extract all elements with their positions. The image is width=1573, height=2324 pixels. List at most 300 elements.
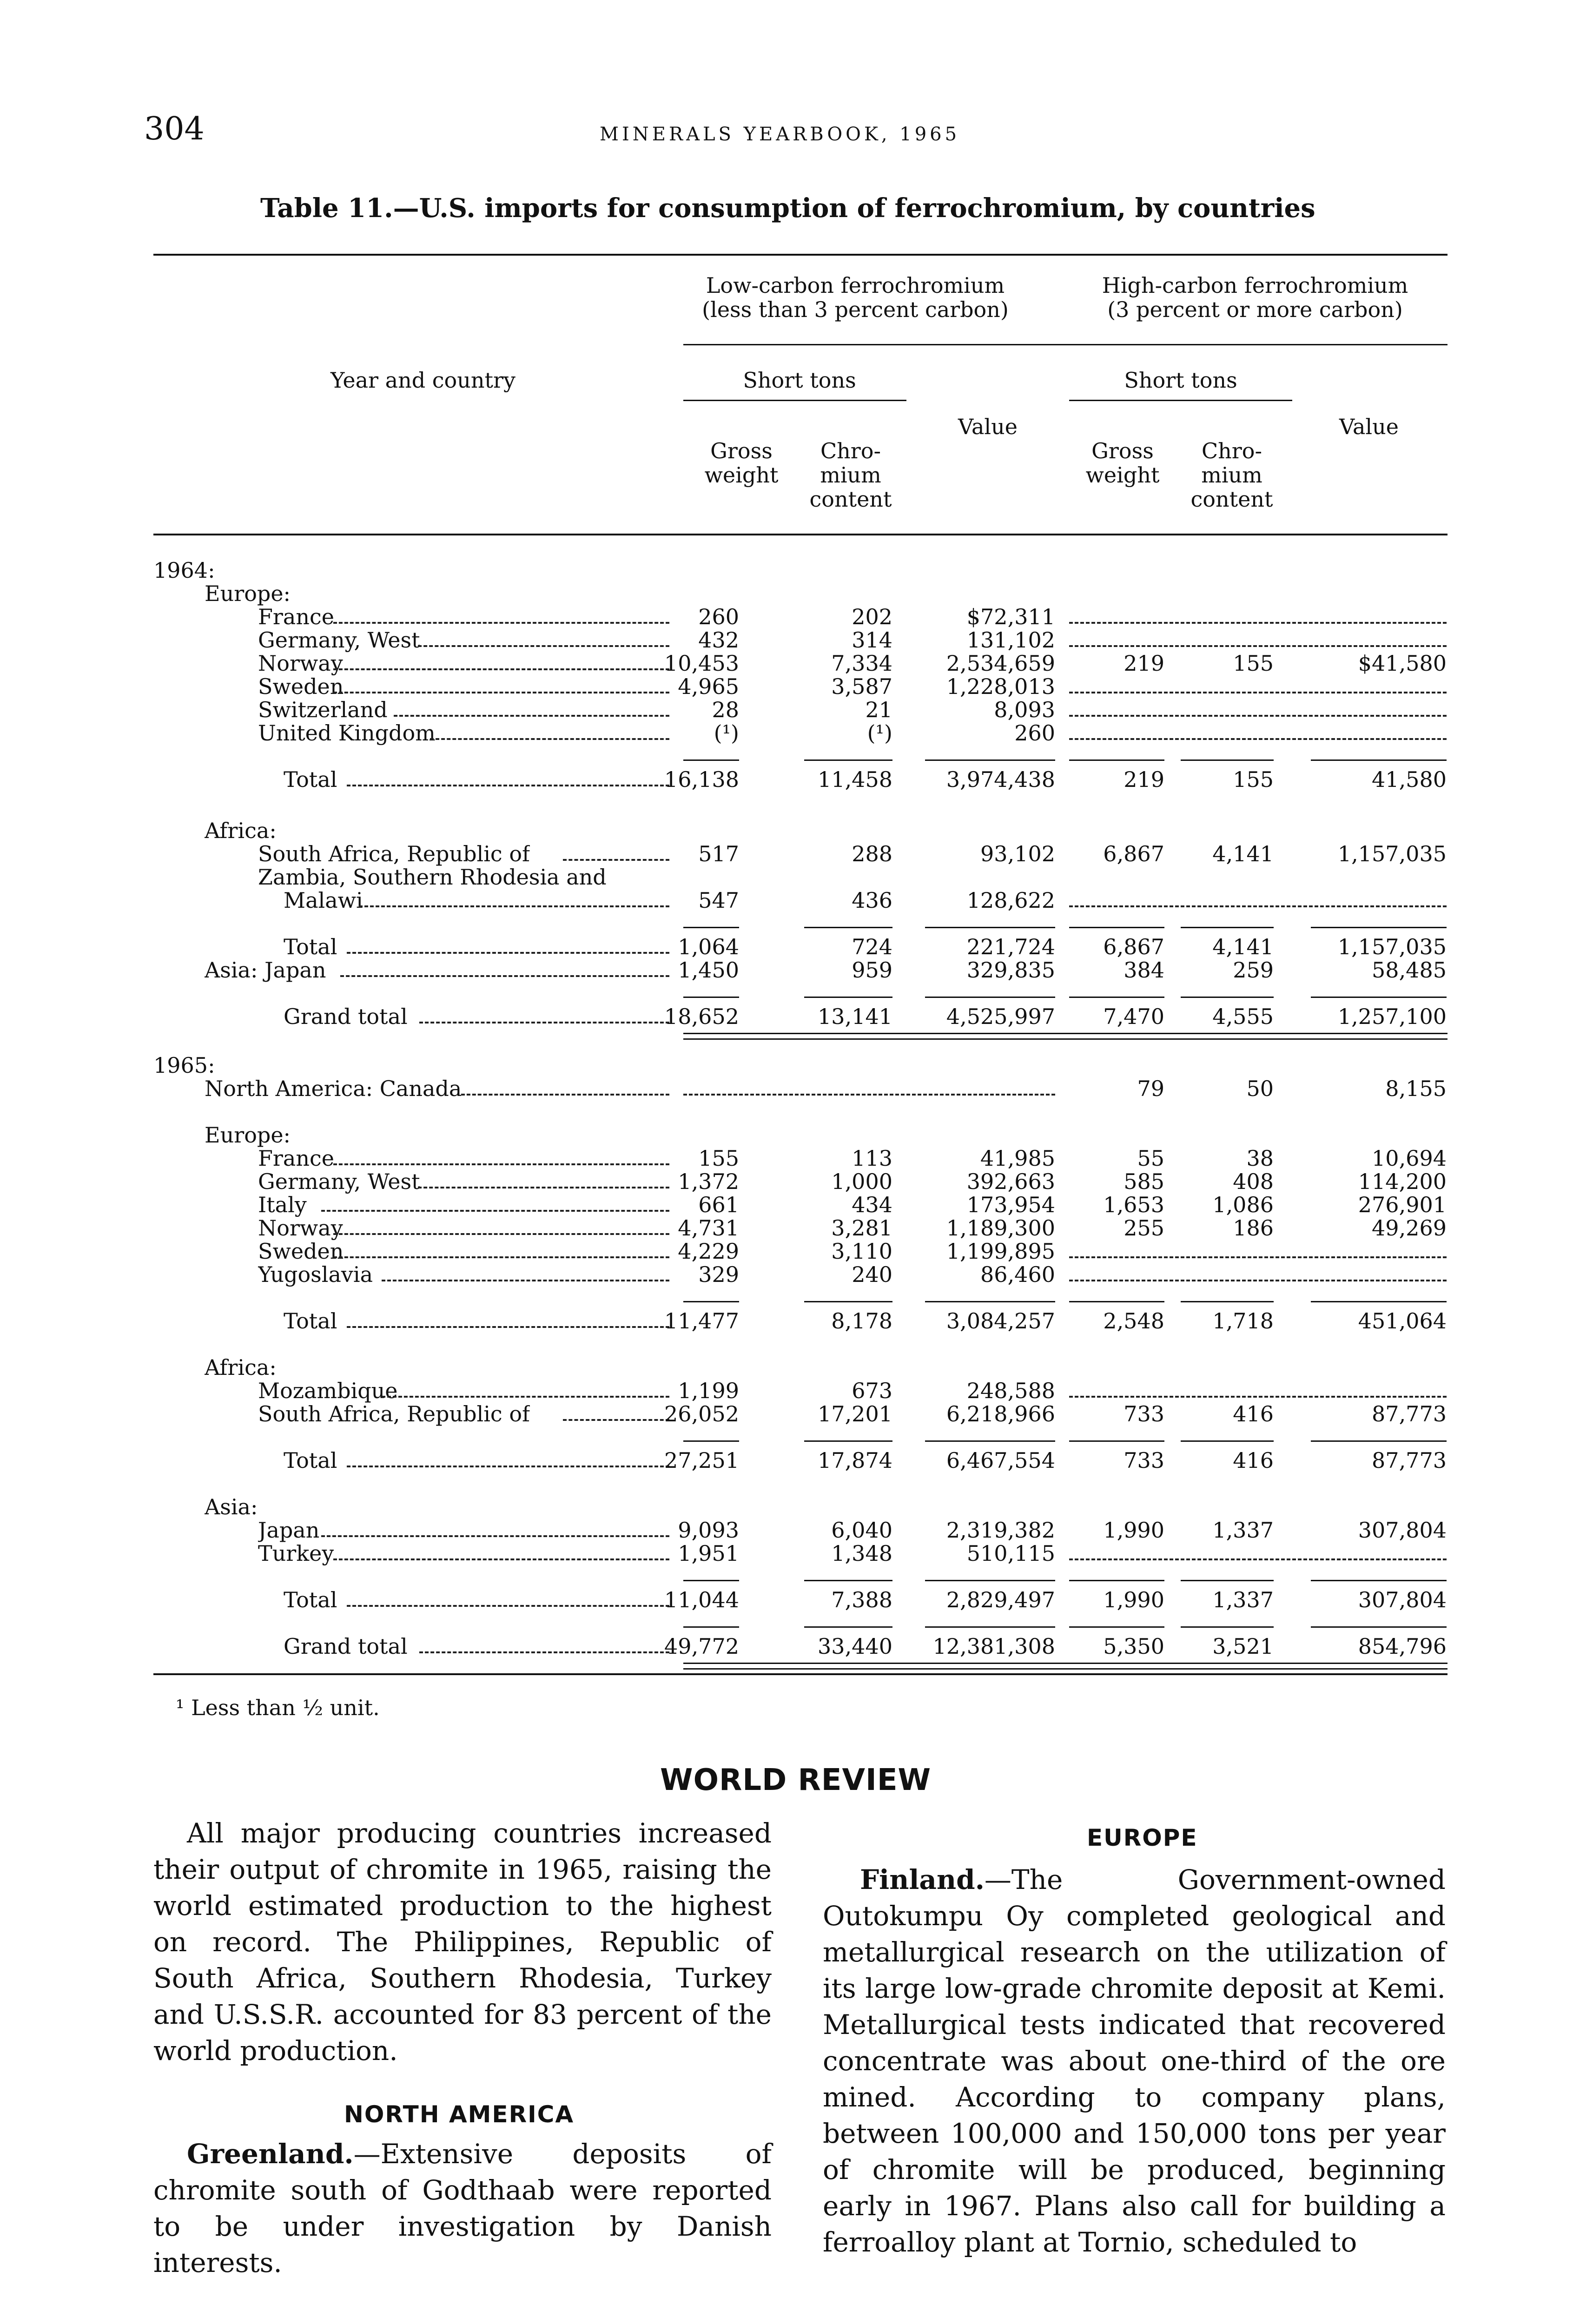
header-chromium-low: Chro- mium content: [809, 438, 892, 512]
table-row: [0, 841, 1573, 865]
cell-col-2: 959: [852, 957, 892, 983]
total-rule: [1069, 1301, 1164, 1302]
row-label: Norway: [258, 651, 343, 676]
cell-col-4: 733: [1124, 1401, 1164, 1426]
greenland-lead: Greenland.: [187, 2138, 354, 2170]
leader-dots: [321, 1210, 669, 1212]
total-rule: [1311, 997, 1447, 998]
total-rule: [925, 1440, 1055, 1442]
cell-col-3: 8,093: [994, 697, 1055, 722]
cell-col-6: $41,580: [1358, 651, 1447, 676]
total-rule: [804, 997, 892, 998]
leader-dots: [333, 1163, 669, 1165]
cell-col-2: 1,348: [831, 1541, 892, 1566]
cell-col-6: 307,804: [1358, 1587, 1447, 1612]
cell-col-5: 408: [1233, 1169, 1274, 1194]
total-rule: [1311, 1626, 1447, 1628]
row-label: Europe:: [205, 581, 291, 606]
total-rule: [804, 759, 892, 761]
total-rule: [925, 1580, 1055, 1581]
cell-col-5: 1,086: [1212, 1192, 1274, 1217]
header-low-carbon: Low-carbon ferrochromium (less than 3 percent carbon): [702, 273, 1009, 322]
total-rule: [1181, 1626, 1274, 1628]
table-row: [0, 767, 1573, 791]
cell-col-1: 432: [698, 627, 739, 653]
leader-dots: [418, 1187, 669, 1188]
leader-dots: [347, 1605, 669, 1607]
empty-dash-high: [1069, 1256, 1447, 1258]
table-section-row: [0, 818, 1573, 842]
leader-dots: [340, 975, 669, 977]
cell-col-2: 673: [852, 1378, 892, 1403]
cell-col-1: 28: [712, 697, 739, 722]
cell-col-3: 1,189,300: [946, 1215, 1055, 1241]
leader-dots: [563, 859, 669, 861]
cell-col-2: 436: [852, 888, 892, 913]
cell-col-5: 38: [1246, 1146, 1274, 1171]
leader-dots: [394, 715, 669, 717]
cell-col-3: 131,102: [966, 627, 1055, 653]
leader-dots: [419, 1022, 669, 1023]
cell-col-6: 87,773: [1372, 1448, 1447, 1473]
empty-dash-high: [1069, 715, 1447, 717]
leader-dots: [382, 1396, 669, 1398]
cell-col-5: 4,555: [1212, 1004, 1274, 1029]
header-short-tons-low: Short tons: [743, 368, 856, 393]
total-rule: [1311, 1440, 1447, 1442]
north-america-heading: NORTH AMERICA: [344, 2101, 575, 2128]
empty-dash-high: [1069, 738, 1447, 740]
leader-dots: [382, 1280, 669, 1281]
cell-col-1: 11,044: [664, 1587, 739, 1612]
table-row: [0, 1308, 1573, 1333]
cell-col-1: 1,450: [678, 957, 739, 983]
table-row: [0, 1239, 1573, 1263]
cell-col-6: 1,157,035: [1337, 841, 1447, 866]
header-gross-low: Gross weight: [704, 438, 779, 488]
cell-col-4: 6,867: [1103, 841, 1164, 866]
table-row: [0, 934, 1573, 958]
row-label: Turkey: [258, 1541, 334, 1566]
total-rule: [1069, 1626, 1164, 1628]
empty-dash-high: [1069, 1280, 1447, 1281]
cell-col-1: 155: [698, 1146, 739, 1171]
leader-dots: [418, 645, 669, 647]
row-label: France: [258, 1146, 334, 1171]
cell-col-4: 55: [1137, 1146, 1164, 1171]
cell-col-6: 58,485: [1372, 957, 1447, 983]
leader-dots: [333, 1233, 669, 1235]
cell-col-4: 585: [1124, 1169, 1164, 1194]
cell-col-1: 1,951: [678, 1541, 739, 1566]
cell-col-1: 329: [698, 1262, 739, 1287]
cell-col-1: (¹): [714, 720, 739, 746]
table-row: [0, 1215, 1573, 1240]
cell-col-3: 248,588: [966, 1378, 1055, 1403]
table-row: [0, 1378, 1573, 1402]
cell-col-1: 1,064: [678, 934, 739, 959]
leader-dots: [563, 1419, 669, 1421]
cell-col-1: 1,199: [678, 1378, 739, 1403]
leader-dots: [347, 785, 669, 786]
cell-col-2: 13,141: [818, 1004, 892, 1029]
cell-col-4: 255: [1124, 1215, 1164, 1241]
row-label: Africa:: [205, 818, 277, 843]
row-label: United Kingdom: [258, 720, 436, 746]
total-rule: [1181, 1440, 1274, 1442]
cell-col-6: 276,901: [1358, 1192, 1447, 1217]
cell-col-2: 33,440: [818, 1634, 892, 1659]
leader-dots: [333, 1256, 669, 1258]
cell-col-5: 416: [1233, 1401, 1274, 1426]
cell-col-3: 128,622: [966, 888, 1055, 913]
table-row: [0, 1634, 1573, 1658]
cell-col-6: 10,694: [1372, 1146, 1447, 1171]
table-row: [0, 651, 1573, 675]
header-value-high: Value: [1339, 414, 1399, 439]
cell-col-6: 41,580: [1372, 767, 1447, 792]
row-label: Asia:: [205, 1494, 258, 1519]
double-rule: [683, 1668, 1447, 1670]
page-number: 304: [144, 111, 205, 147]
table-row: [0, 674, 1573, 698]
total-rule: [1069, 759, 1164, 761]
table-row: [0, 1518, 1573, 1542]
table-bottom-rule: [153, 1673, 1447, 1675]
total-rule: [804, 1626, 892, 1628]
finland-lead: Finland.: [860, 1864, 985, 1895]
empty-dash-high: [1069, 1558, 1447, 1560]
cell-col-5: 155: [1233, 651, 1274, 676]
row-label: North America: Canada: [205, 1076, 462, 1101]
cell-col-6: 451,064: [1358, 1308, 1447, 1334]
total-rule: [1311, 1580, 1447, 1581]
total-rule: [1069, 1440, 1164, 1442]
running-head: MINERALS YEARBOOK, 1965: [600, 124, 960, 145]
cell-col-2: 113: [852, 1146, 892, 1171]
cell-col-4: 5,350: [1103, 1634, 1164, 1659]
cell-col-4: 7,470: [1103, 1004, 1164, 1029]
total-rule: [1311, 759, 1447, 761]
footnote: ¹ Less than ½ unit.: [176, 1695, 380, 1720]
greenland-paragraph: [153, 2136, 772, 2281]
cell-col-3: 41,985: [980, 1146, 1055, 1171]
total-rule: [925, 927, 1055, 928]
row-label: South Africa, Republic of: [258, 841, 530, 866]
leader-dots: [347, 1466, 669, 1467]
cell-col-4: 219: [1124, 651, 1164, 676]
cell-col-2: 202: [852, 604, 892, 629]
cell-col-4: 219: [1124, 767, 1164, 792]
cell-col-2: 1,000: [831, 1169, 892, 1194]
cell-col-4: 1,990: [1103, 1518, 1164, 1543]
greenland-text: —Extensive deposits of chromite south of Godthaab were reported to be under investigation by Danish interests.: [153, 2138, 772, 2278]
leader-dots: [347, 952, 669, 954]
row-label: Malawi: [284, 888, 363, 913]
cell-col-5: 186: [1233, 1215, 1274, 1241]
empty-dash-high: [1069, 905, 1447, 907]
row-label: Sweden: [258, 674, 344, 699]
cell-col-6: 114,200: [1358, 1169, 1447, 1194]
total-rule: [683, 1301, 739, 1302]
cell-col-3: 510,115: [966, 1541, 1055, 1566]
row-label: Sweden: [258, 1239, 344, 1264]
table-section-row: [0, 865, 1573, 889]
cell-col-5: 50: [1246, 1076, 1274, 1101]
table-section-row: [0, 581, 1573, 605]
cell-col-1: 26,052: [664, 1401, 739, 1426]
empty-dash-high: [1069, 692, 1447, 693]
total-rule: [804, 1301, 892, 1302]
total-rule: [804, 927, 892, 928]
cell-col-3: 3,084,257: [946, 1308, 1055, 1334]
double-rule: [683, 1033, 1447, 1034]
row-label: Grand total: [284, 1634, 408, 1659]
finland-text: —The Government-owned Outokumpu Oy completed geological and metallurgical research on the utilization of its large low-grade chromite deposit at Kemi. Metallurgical tests indicated that recovered concentrate was about one-third of the ore mined. According to company plans, between 100,000 and 150,000 tons per year of chromite will be produced, beginning early in 1967. Plans also call for building a ferroalloy plant at Tornio, scheduled to: [823, 1864, 1446, 2258]
cell-col-1: 9,093: [678, 1518, 739, 1543]
cell-col-6: 87,773: [1372, 1401, 1447, 1426]
cell-col-3: 12,381,308: [932, 1634, 1055, 1659]
cell-col-3: 392,663: [966, 1169, 1055, 1194]
cell-col-3: 329,835: [966, 957, 1055, 983]
leader-dots: [419, 1651, 669, 1653]
cell-col-5: 4,141: [1212, 841, 1274, 866]
total-rule: [683, 1580, 739, 1581]
total-rule: [804, 1440, 892, 1442]
row-label: 1965:: [153, 1053, 215, 1078]
row-label: Grand total: [284, 1004, 408, 1029]
leader-dots: [321, 1535, 669, 1537]
cell-col-1: 661: [698, 1192, 739, 1217]
cell-col-2: 6,040: [831, 1518, 892, 1543]
total-rule: [683, 927, 739, 928]
table-title: Table 11.—U.S. imports for consumption of ferrochromium, by countries: [260, 193, 1315, 224]
cell-col-4: 384: [1124, 957, 1164, 983]
cell-col-2: 288: [852, 841, 892, 866]
finland-paragraph: [823, 1862, 1446, 2260]
cell-col-5: 155: [1233, 767, 1274, 792]
row-label: Japan: [258, 1518, 320, 1543]
table-row: [0, 1192, 1573, 1216]
cell-col-3: 93,102: [980, 841, 1055, 866]
cell-col-5: 4,141: [1212, 934, 1274, 959]
cell-col-3: 221,724: [966, 934, 1055, 959]
header-year-country: Year and country: [330, 368, 516, 393]
leader-dots: [333, 1558, 669, 1560]
total-rule: [925, 997, 1055, 998]
cell-col-1: 260: [698, 604, 739, 629]
table-row: [0, 1169, 1573, 1193]
row-label: South Africa, Republic of: [258, 1401, 530, 1426]
cell-col-1: 547: [698, 888, 739, 913]
world-review-heading: WORLD REVIEW: [660, 1763, 932, 1797]
total-rule: [683, 1626, 739, 1628]
double-rule: [683, 1038, 1447, 1040]
row-label: Norway: [258, 1215, 343, 1241]
row-label: Italy: [258, 1192, 307, 1217]
table-row: [0, 697, 1573, 721]
cell-col-1: 1,372: [678, 1169, 739, 1194]
cell-col-3: 2,534,659: [946, 651, 1055, 676]
cell-col-1: 18,652: [664, 1004, 739, 1029]
row-label: Germany, West: [258, 627, 420, 653]
europe-heading: EUROPE: [1087, 1824, 1198, 1851]
cell-col-3: 1,199,895: [946, 1239, 1055, 1264]
cell-col-2: 3,110: [831, 1239, 892, 1264]
double-rule: [683, 1663, 1447, 1664]
empty-dash-low: [683, 1094, 1055, 1096]
cell-col-2: 434: [852, 1192, 892, 1217]
cell-col-6: 49,269: [1372, 1215, 1447, 1241]
cell-col-4: 2,548: [1103, 1308, 1164, 1334]
cell-col-3: 3,974,438: [946, 767, 1055, 792]
cell-col-5: 1,337: [1212, 1587, 1274, 1612]
total-rule: [683, 1440, 739, 1442]
total-rule: [1311, 1301, 1447, 1302]
cell-col-6: 307,804: [1358, 1518, 1447, 1543]
cell-col-5: 416: [1233, 1448, 1274, 1473]
cell-col-5: 1,337: [1212, 1518, 1274, 1543]
cell-col-3: 1,228,013: [946, 674, 1055, 699]
cell-col-3: 6,218,966: [946, 1401, 1055, 1426]
cell-col-5: 3,521: [1212, 1634, 1274, 1659]
header-gross-high: Gross weight: [1085, 438, 1160, 488]
row-label: Mozambique: [258, 1378, 398, 1403]
cell-col-3: 6,467,554: [946, 1448, 1055, 1473]
table-row: [0, 1541, 1573, 1565]
cell-col-2: 8,178: [831, 1308, 892, 1334]
total-rule: [1181, 1301, 1274, 1302]
cell-col-4: 6,867: [1103, 934, 1164, 959]
total-rule: [925, 759, 1055, 761]
table-section-row: [0, 1494, 1573, 1519]
leader-dots: [333, 622, 669, 624]
header-value-low: Value: [958, 414, 1018, 439]
total-rule: [683, 997, 739, 998]
row-label: Europe:: [205, 1122, 291, 1148]
cell-col-2: 7,388: [831, 1587, 892, 1612]
row-label: Total: [284, 934, 337, 959]
row-label: Zambia, Southern Rhodesia and: [258, 865, 607, 890]
cell-col-2: 7,334: [831, 651, 892, 676]
total-rule: [1069, 927, 1164, 928]
total-rule: [1311, 927, 1447, 928]
cell-col-5: 1,718: [1212, 1308, 1274, 1334]
cell-col-1: 27,251: [664, 1448, 739, 1473]
row-label: Africa:: [205, 1355, 277, 1380]
cell-col-2: 240: [852, 1262, 892, 1287]
row-label: Total: [284, 1308, 337, 1334]
table-row: [0, 1146, 1573, 1170]
cell-col-4: 1,653: [1103, 1192, 1164, 1217]
cell-col-1: 4,965: [678, 674, 739, 699]
table-row: [0, 1401, 1573, 1426]
table-section-row: [0, 558, 1573, 582]
row-label: France: [258, 604, 334, 629]
cell-col-1: 49,772: [664, 1634, 739, 1659]
cell-col-2: 21: [865, 697, 892, 722]
leader-dots: [347, 1326, 669, 1328]
row-label: Yugoslavia: [258, 1262, 373, 1287]
cell-col-3: 4,525,997: [946, 1004, 1055, 1029]
cell-col-1: 10,453: [664, 651, 739, 676]
table-row: [0, 604, 1573, 628]
cell-col-1: 11,477: [664, 1308, 739, 1334]
table-row: [0, 1587, 1573, 1611]
row-label: Total: [284, 767, 337, 792]
table-row: [0, 1076, 1573, 1100]
row-label: Asia: Japan: [205, 957, 326, 983]
total-rule: [1181, 759, 1274, 761]
total-rule: [1181, 1580, 1274, 1581]
header-high-carbon: High-carbon ferrochromium (3 percent or more carbon): [1102, 273, 1408, 322]
leader-dots: [333, 668, 669, 670]
row-label: Germany, West: [258, 1169, 420, 1194]
table-row: [0, 627, 1573, 652]
cell-col-2: 17,874: [818, 1448, 892, 1473]
cell-col-2: (¹): [867, 720, 892, 746]
table-row: [0, 888, 1573, 912]
table-section-row: [0, 1053, 1573, 1077]
total-rule: [1181, 997, 1274, 998]
total-rule: [1181, 927, 1274, 928]
table-row: [0, 957, 1573, 982]
cell-col-1: 16,138: [664, 767, 739, 792]
header-chromium-high: Chro- mium content: [1190, 438, 1273, 512]
cell-col-2: 11,458: [818, 767, 892, 792]
cell-col-2: 17,201: [818, 1401, 892, 1426]
cell-col-2: 314: [852, 627, 892, 653]
cell-col-3: 2,829,497: [946, 1587, 1055, 1612]
cell-col-4: 733: [1124, 1448, 1164, 1473]
cell-col-6: 1,157,035: [1337, 934, 1447, 959]
row-label: Switzerland: [258, 697, 388, 722]
leader-dots: [333, 692, 669, 693]
total-rule: [925, 1626, 1055, 1628]
cell-col-2: 3,281: [831, 1215, 892, 1241]
table-row: [0, 1262, 1573, 1286]
total-rule: [1069, 1580, 1164, 1581]
leader-dots: [461, 1094, 669, 1096]
cell-col-6: 8,155: [1385, 1076, 1447, 1101]
header-short-tons-high: Short tons: [1124, 368, 1237, 393]
cell-col-3: $72,311: [966, 604, 1055, 629]
total-rule: [1069, 997, 1164, 998]
cell-col-2: 724: [852, 934, 892, 959]
cell-col-3: 260: [1014, 720, 1055, 746]
table-section-row: [0, 1355, 1573, 1379]
empty-dash-high: [1069, 1396, 1447, 1398]
total-rule: [804, 1580, 892, 1581]
cell-col-6: 854,796: [1358, 1634, 1447, 1659]
leader-dots: [430, 738, 669, 740]
row-label: 1964:: [153, 558, 215, 583]
cell-col-2: 3,587: [831, 674, 892, 699]
cell-col-4: 79: [1137, 1076, 1164, 1101]
empty-dash-high: [1069, 622, 1447, 624]
cell-col-6: 1,257,100: [1337, 1004, 1447, 1029]
row-label: Total: [284, 1587, 337, 1612]
cell-col-1: 517: [698, 841, 739, 866]
cell-col-1: 4,731: [678, 1215, 739, 1241]
cell-col-3: 86,460: [980, 1262, 1055, 1287]
total-rule: [683, 759, 739, 761]
leader-dots: [359, 905, 669, 907]
table-row: [0, 1448, 1573, 1472]
row-label: Total: [284, 1448, 337, 1473]
table-row: [0, 1004, 1573, 1028]
cell-col-3: 173,954: [966, 1192, 1055, 1217]
